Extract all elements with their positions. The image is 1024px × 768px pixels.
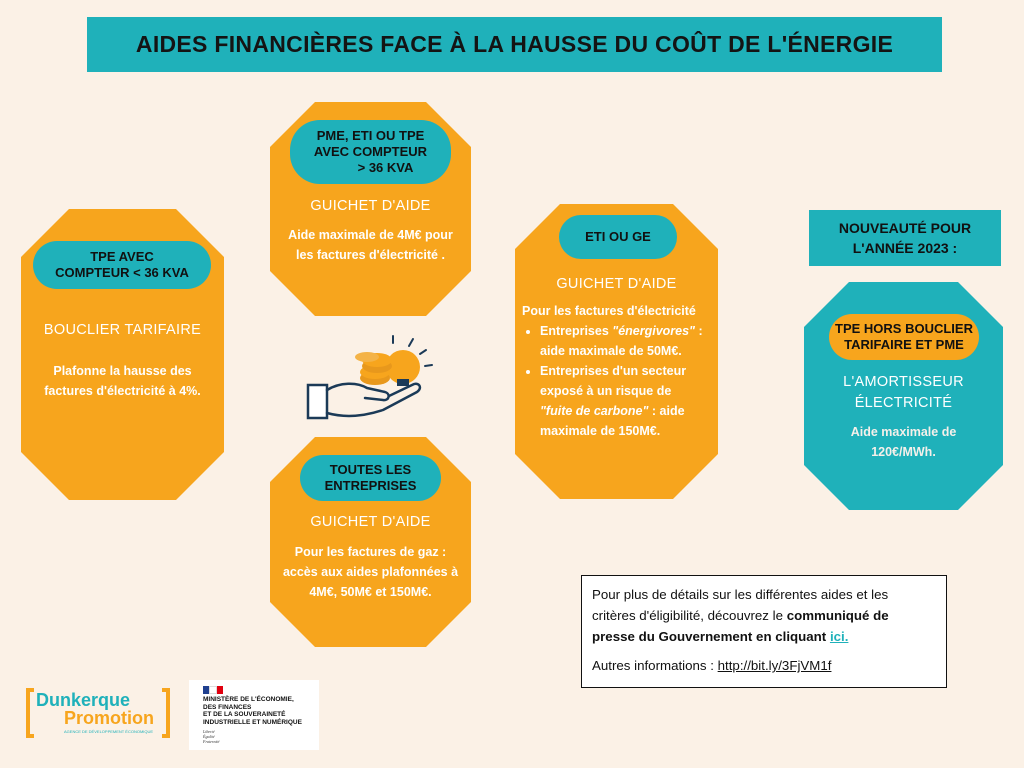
card-text: Pour les factures d'électricité • Entreprises "énergivores" : aide maximale de 50M€. • Entreprises d'un secteur exposé à un risque de "fuite de carbone" : aide maximale de 150M€. [522,301,718,441]
card-guichet-gaz [270,437,471,647]
card-guichet-electricite [270,102,471,316]
card-tag: PME, ETI OU TPE AVEC COMPTEUR > 36 KVA [290,120,451,184]
new-for-2023-label: NOUVEAUTÉ POUR L'ANNÉE 2023 : [809,210,1001,266]
list-item: • Entreprises d'un secteur exposé à un risque de "fuite de carbone" : aide maximale de 150M€. [540,361,718,441]
card-amortisseur [804,282,1003,510]
page-title: AIDES FINANCIÈRES FACE À LA HAUSSE DU COÛT DE L'ÉNERGIE [87,17,942,72]
hand-coins-bulb-icon [305,330,440,425]
marianne-flag-icon [203,686,223,694]
card-subtitle: L'AMORTISSEUR ÉLECTRICITÉ [843,374,964,411]
card-text: Aide maximale de 120€/MWh. [850,425,957,459]
card-tag: TPE AVEC COMPTEUR < 36 KVA [33,241,211,289]
card-subtitle: GUICHET D'AIDE [556,276,677,292]
logo-line1: Dunkerque [36,690,131,710]
card-bouclier-tarifaire [21,209,224,500]
bitly-link[interactable]: http://bit.ly/3FjVM1f [717,658,832,673]
card-text: Plafonne la hausse des factures d'électricité à 4%. [44,364,201,398]
card-tag: ETI OU GE [559,215,677,259]
card-tag: TOUTES LES ENTREPRISES [300,455,441,501]
card-subtitle: GUICHET D'AIDE [310,198,431,214]
dunkerque-promotion-logo [24,686,174,744]
card-text: Pour les factures de gaz : accès aux aides plafonnées à 4M€, 50M€ et 150M€. [282,545,459,599]
logo-line2: Promotion [64,708,154,728]
logo-tagline: AGENCE DE DÉVELOPPEMENT ÉCONOMIQUE [64,729,154,734]
card-subtitle: GUICHET D'AIDE [310,514,431,530]
info-box: Pour plus de détails sur les différentes aides et les critères d'éligibilité, découvrez le communiqué de presse du Gouvernement en cliquant ici. Autres informations : http://bit.ly/3FjVM1f [581,575,947,688]
card-subtitle: BOUCLIER TARIFAIRE [43,322,202,338]
communique-link[interactable]: ici. [829,629,849,644]
list-item: • Entreprises "énergivores" : aide maximale de 50M€. [540,321,718,361]
card-text: Aide maximale de 4M€ pour les factures d'électricité . [288,228,453,262]
ministere-name: MINISTÈRE DE L'ÉCONOMIE, DES FINANCES ET DE LA SOUVERAINETÉ INDUSTRIELLE ET NUMÉRIQUE [203,696,302,726]
card-eti-ge [515,204,718,499]
ministere-motto: Liberté Égalité Fraternité [203,729,220,744]
ministere-logo [189,680,319,750]
card-tag: TPE HORS BOUCLIER TARIFAIRE ET PME [829,314,979,360]
